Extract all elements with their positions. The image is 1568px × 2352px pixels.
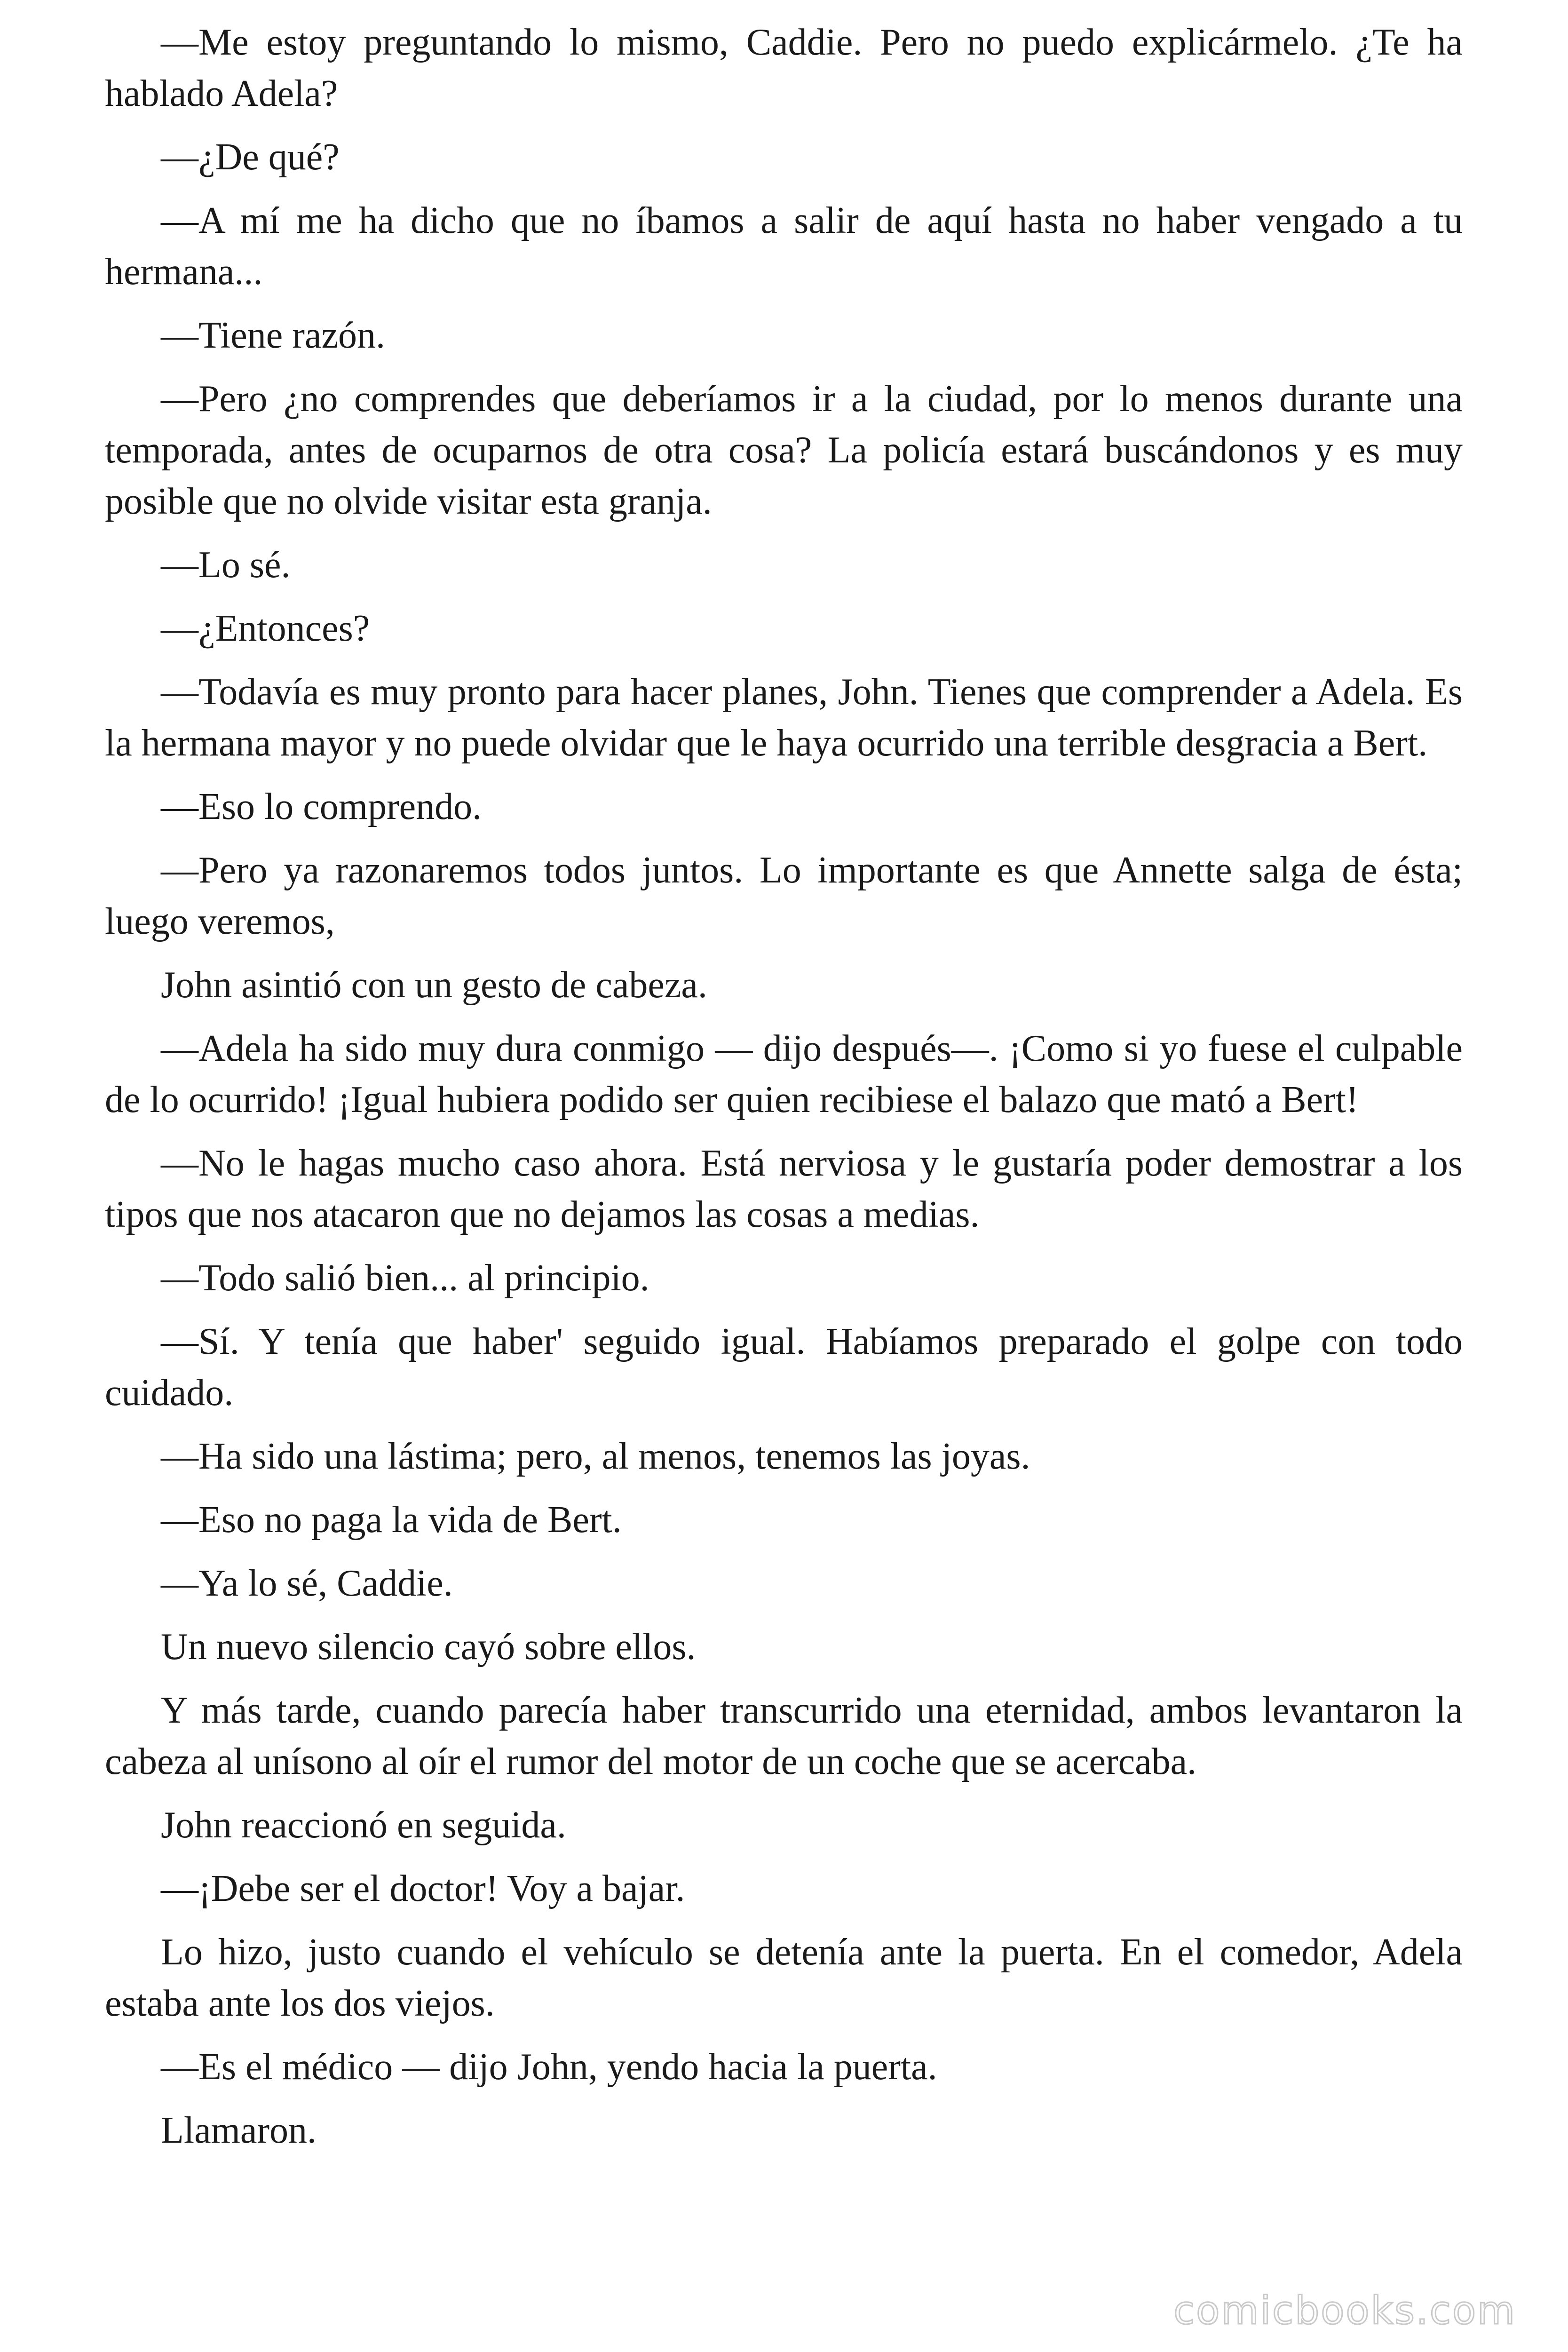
paragraph: —Pero ya razonaremos todos juntos. Lo importante es que Annette salga de ésta; luego veremos, — [105, 850, 1463, 942]
page-body — [105, 17, 1463, 2169]
paragraph: —Lo sé. — [161, 544, 291, 586]
paragraph: —Es el médico — dijo John, yendo hacia la puerta. — [161, 2046, 937, 2088]
paragraph: —Eso lo comprendo. — [161, 786, 482, 827]
paragraph: —Ha sido una lástima; pero, al menos, tenemos las joyas. — [161, 1436, 1030, 1477]
paragraph: —¡Debe ser el doctor! Voy a bajar. — [161, 1868, 685, 1909]
paragraph: Llamaron. — [161, 2110, 317, 2151]
paragraph: Lo hizo, justo cuando el vehículo se detenía ante la puerta. En el comedor, Adela estaba ante los dos viejos. — [105, 1931, 1463, 2024]
watermark: comicbooks.com — [1173, 2288, 1516, 2333]
paragraph: Y más tarde, cuando parecía haber transcurrido una eternidad, ambos levantaron la cabeza al unísono al oír el rumor del motor de un coche que se acercaba. — [105, 1690, 1463, 1782]
paragraph: —Sí. Y tenía que haber' seguido igual. Habíamos preparado el golpe con todo cuidado. — [105, 1321, 1463, 1414]
paragraph: —A mí me ha dicho que no íbamos a salir de aquí hasta no haber vengado a tu hermana... — [105, 200, 1463, 293]
paragraph: Un nuevo silencio cayó sobre ellos. — [161, 1626, 696, 1668]
paragraph: —Ya lo sé, Caddie. — [161, 1563, 453, 1604]
paragraph: —Me estoy preguntando lo mismo, Caddie. Pero no puedo explicármelo. ¿Te ha hablado Adela? — [105, 22, 1463, 114]
paragraph: —¿Entonces? — [161, 608, 370, 649]
paragraph: John reaccionó en seguida. — [161, 1804, 566, 1846]
paragraph: —No le hagas mucho caso ahora. Está nerviosa y le gustaría poder demostrar a los tipos que nos atacaron que no dejamos las cosas a medias. — [105, 1143, 1463, 1235]
paragraph: John asintió con un gesto de cabeza. — [161, 964, 707, 1006]
paragraph: —Eso no paga la vida de Bert. — [161, 1499, 622, 1541]
paragraph: —Tiene razón. — [161, 315, 385, 356]
paragraph: —Pero ¿no comprendes que deberíamos ir a la ciudad, por lo menos durante una temporada, antes de ocuparnos de otra cosa? La policía estará buscándonos y es muy posible que no olvide visitar esta granja. — [105, 378, 1463, 522]
paragraph: —Todo salió bien... al principio. — [161, 1257, 649, 1299]
paragraph: —Adela ha sido muy dura conmigo — dijo después—. ¡Como si yo fuese el culpable de lo ocurrido! ¡Igual hubiera podido ser quien recibiese el balazo que mató a Bert! — [105, 1028, 1463, 1120]
paragraph: —Todavía es muy pronto para hacer planes, John. Tienes que comprender a Adela. Es la hermana mayor y no puede olvidar que le haya ocurrido una terrible desgracia a Bert. — [105, 671, 1463, 764]
paragraph: —¿De qué? — [161, 136, 340, 178]
